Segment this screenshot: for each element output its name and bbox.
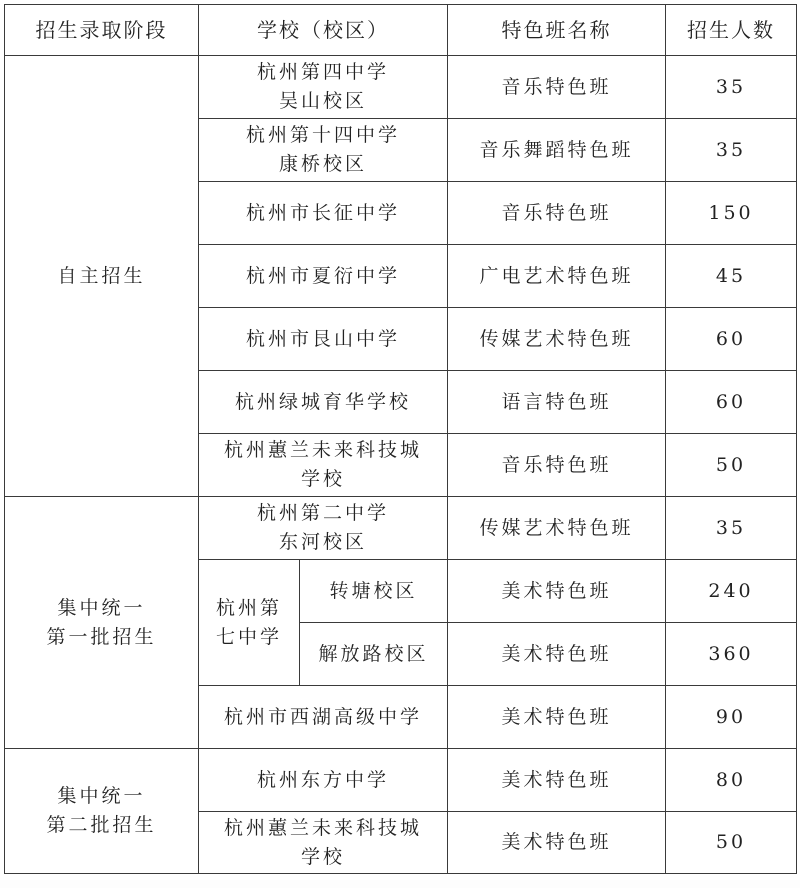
school-name-line: 杭州第: [215, 596, 282, 619]
header-school: 学校（校区）: [199, 5, 448, 56]
school-main-cell: [199, 560, 300, 686]
school-name-line: 杭州第十四中学: [245, 124, 400, 146]
header-row: [5, 5, 797, 56]
school-cell: 杭州市夏衍中学: [199, 245, 448, 308]
stage-batch-one: [5, 497, 199, 749]
school-cell: [199, 56, 448, 119]
school-name-line: 杭州第二中学: [256, 502, 389, 524]
school-name-line: 杭州蕙兰未来科技城: [223, 439, 422, 461]
program-cell: 传媒艺术特色班: [448, 497, 666, 560]
stage-line: 集中统一: [57, 785, 146, 807]
enrollment-table: [4, 4, 797, 874]
school-name-line: 七中学: [215, 625, 282, 648]
school-cell: [199, 119, 448, 182]
quota-cell: 240: [666, 560, 797, 623]
quota-cell: 35: [666, 119, 797, 182]
school-cell: 杭州市西湖高级中学: [199, 686, 448, 749]
quota-cell: 45: [666, 245, 797, 308]
campus-cell: 转塘校区: [300, 560, 448, 623]
quota-cell: 35: [666, 497, 797, 560]
school-name-line: 学校: [300, 468, 345, 490]
school-name-line: 杭州第四中学: [256, 61, 389, 83]
school-name-line: 杭州蕙兰未来科技城: [223, 816, 422, 839]
program-cell: 美术特色班: [448, 560, 666, 623]
header-quota: 招生人数: [666, 5, 797, 56]
table-row: [5, 749, 797, 812]
school-cell: 杭州东方中学: [199, 749, 448, 812]
program-cell: 传媒艺术特色班: [448, 308, 666, 371]
school-cell: [199, 812, 448, 874]
program-cell: 音乐特色班: [448, 56, 666, 119]
quota-cell: 60: [666, 308, 797, 371]
school-cell: [199, 434, 448, 497]
header-program: 特色班名称: [448, 5, 666, 56]
program-cell: 美术特色班: [448, 749, 666, 812]
quota-cell: 60: [666, 371, 797, 434]
stage-line: 第一批招生: [46, 625, 157, 648]
quota-cell: 90: [666, 686, 797, 749]
program-cell: 美术特色班: [448, 812, 666, 874]
program-cell: 美术特色班: [448, 623, 666, 686]
quota-cell: 150: [666, 182, 797, 245]
stage-autonomous: 自主招生: [5, 56, 199, 497]
stage-batch-two: [5, 749, 199, 874]
school-cell: [199, 497, 448, 560]
program-cell: 美术特色班: [448, 686, 666, 749]
school-name-line: 学校: [300, 845, 345, 868]
school-cell: 杭州市长征中学: [199, 182, 448, 245]
table-row: [5, 56, 797, 119]
program-cell: 音乐舞蹈特色班: [448, 119, 666, 182]
program-cell: 语言特色班: [448, 371, 666, 434]
program-cell: 音乐特色班: [448, 434, 666, 497]
header-stage: 招生录取阶段: [5, 5, 199, 56]
quota-cell: 50: [666, 434, 797, 497]
school-campus-line: 康桥校区: [278, 153, 367, 175]
quota-cell: 35: [666, 56, 797, 119]
quota-cell: 50: [666, 812, 797, 874]
quota-cell: 80: [666, 749, 797, 812]
program-cell: 音乐特色班: [448, 182, 666, 245]
school-campus-line: 吴山校区: [278, 90, 367, 112]
campus-cell: 解放路校区: [300, 623, 448, 686]
school-campus-line: 东河校区: [278, 531, 367, 553]
school-cell: 杭州市艮山中学: [199, 308, 448, 371]
quota-cell: 360: [666, 623, 797, 686]
stage-line: 第二批招生: [46, 814, 157, 836]
page-bottom-edge: [0, 880, 800, 888]
stage-line: 集中统一: [57, 596, 146, 619]
table-row: [5, 497, 797, 560]
school-cell: 杭州绿城育华学校: [199, 371, 448, 434]
program-cell: 广电艺术特色班: [448, 245, 666, 308]
